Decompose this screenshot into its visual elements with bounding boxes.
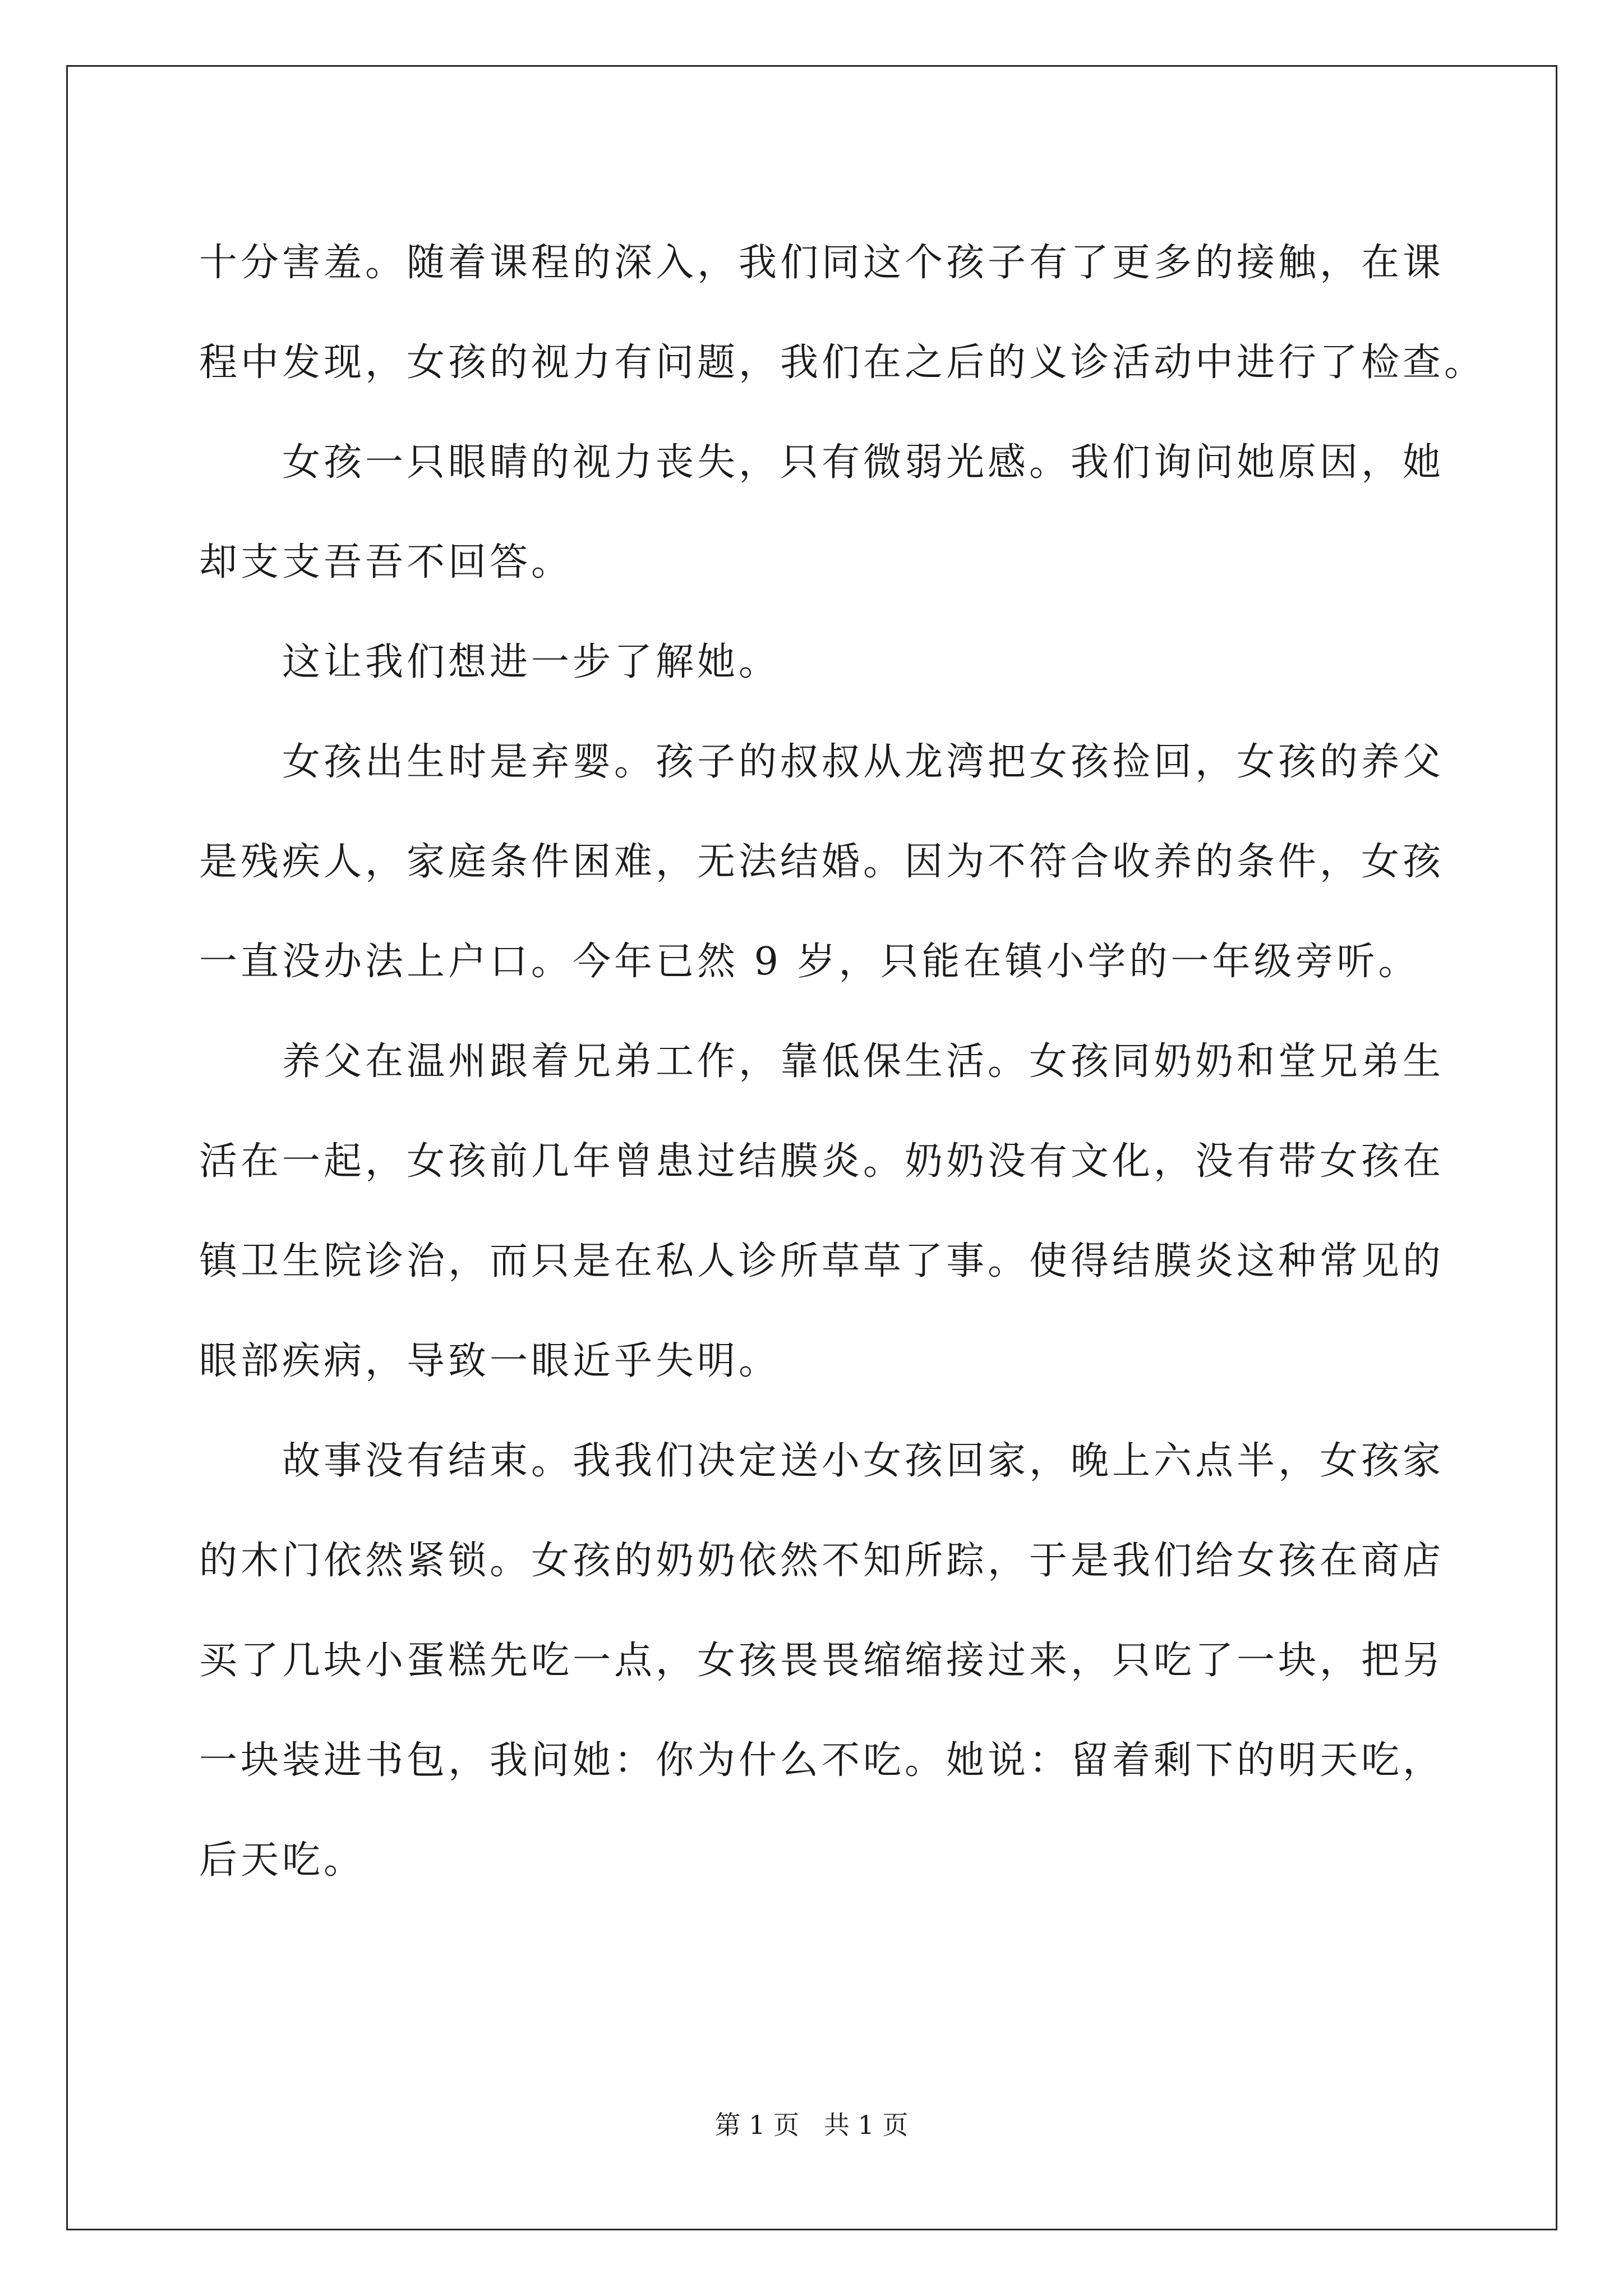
text-line: 养父在温州跟着兄弟工作，靠低保生活。女孩同奶奶和堂兄弟生 — [282, 1039, 1445, 1084]
paragraph-3 — [199, 613, 1433, 712]
paragraph-2 — [199, 413, 1445, 613]
text-line: 女孩一只眼睛的视力丧失，只有微弱光感。我们询问她原因，她 — [282, 440, 1445, 485]
text-line: 活在一起，女孩前几年曾患过结膜炎。奶奶没有文化，没有带女孩在 — [199, 1139, 1445, 1184]
text-line: 程中发现，女孩的视力有问题，我们在之后的义诊活动中进行了检查。 — [199, 341, 1486, 385]
text-line: 女孩出生时是弃婴。孩子的叔叔从龙湾把女孩捡回，女孩的养父 — [282, 740, 1445, 784]
paragraph-4 — [199, 712, 1445, 1012]
text-line: 故事没有结束。我我们决定送小女孩回家，晚上六点半，女孩家 — [282, 1439, 1445, 1483]
text-line: 后天吃。 — [199, 1838, 366, 1883]
text-line: 买了几块小蛋糕先吃一点，女孩畏畏缩缩接过来，只吃了一块，把另 — [199, 1639, 1445, 1683]
document-body — [199, 213, 1486, 1911]
text-line: 这让我们想进一步了解她。 — [282, 640, 781, 684]
page-footer: 第 1 页 共 1 页 — [714, 2110, 909, 2140]
text-line: 眼部疾病，导致一眼近乎失明。 — [199, 1339, 781, 1383]
text-line: 一直没办法上户口。今年已然 9 岁，只能在镇小学的一年级旁听。 — [199, 940, 1420, 984]
paragraph-1 — [199, 213, 1486, 413]
paragraph-5 — [199, 1012, 1445, 1411]
text-line: 十分害羞。随着课程的深入，我们同这个孩子有了更多的接触，在课 — [199, 241, 1445, 285]
text-line: 是残疾人，家庭条件困难，无法结婚。因为不符合收养的条件，女孩 — [199, 840, 1445, 884]
text-line: 镇卫生院诊治，而只是在私人诊所草草了事。使得结膜炎这种常见的 — [199, 1239, 1445, 1283]
text-line: 一块装进书包，我问她：你为什么不吃。她说：留着剩下的明天吃， — [199, 1738, 1445, 1783]
text-line: 的木门依然紧锁。女孩的奶奶依然不知所踪，于是我们给女孩在商店 — [199, 1539, 1445, 1583]
paragraph-6 — [199, 1411, 1445, 1911]
text-line: 却支支吾吾不回答。 — [199, 540, 573, 585]
